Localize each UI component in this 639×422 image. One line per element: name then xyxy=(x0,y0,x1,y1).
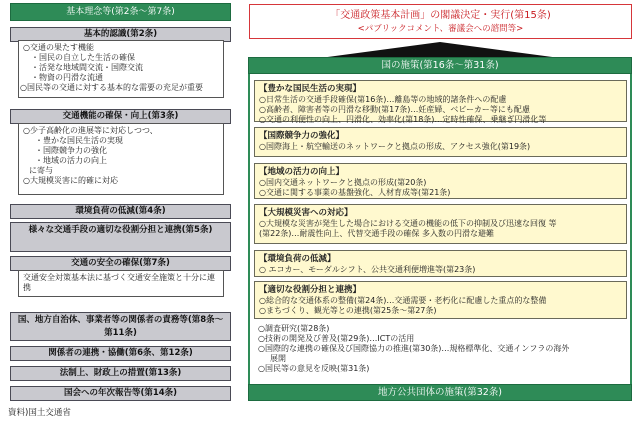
legal-box: 法制上、財政上の措置(第13条) xyxy=(10,366,231,381)
function-line: ・地域の活力の向上 xyxy=(35,156,107,165)
environment-box: 環境負荷の低減(第4条) xyxy=(10,204,231,219)
function-section-box xyxy=(18,123,224,195)
section-line: ○日常生活の交通手段確保(第16条)…離島等の地域的諸条件への配慮 xyxy=(259,95,507,104)
section-rich-life xyxy=(254,80,627,122)
other-line: ○調査研究(第28条) xyxy=(258,324,330,333)
basic-recognition-line: ○国民等の交通に対する基本的な需要の充足が重要 xyxy=(20,83,203,92)
basic-plan-box xyxy=(249,4,632,39)
function-line: ・国際競争力の強化 xyxy=(35,146,107,155)
section-disaster xyxy=(254,204,627,244)
function-line: ○大規模災害に的確に対応 xyxy=(23,176,118,185)
section-other xyxy=(254,323,627,379)
section-line: ○総合的な交通体系の整備(第24条)…交通需要・老朽化に配慮した重点的な整備 xyxy=(259,296,547,305)
section-title: 【国際競争力の強化】 xyxy=(259,131,345,141)
function-section-title: 交通機能の確保・向上(第3条) xyxy=(10,109,231,124)
basic-plan-subtitle: <パブリックコメント、審議会への諮問等> xyxy=(357,24,524,34)
other-line: ○技術の開発及び普及(第29条)…ICTの活用 xyxy=(258,334,415,343)
section-line: ○国内交通ネットワークと拠点の形成(第20条) xyxy=(259,178,427,187)
basic-recognition-box xyxy=(18,40,224,98)
basic-principles-header: 基本理念等(第2条〜第7条) xyxy=(10,3,231,21)
other-line: 展開 xyxy=(270,354,286,363)
report-box: 国会への年次報告等(第14条) xyxy=(10,386,231,401)
section-line: ○交通に関する事業の基盤強化、人材育成等(第21条) xyxy=(259,188,451,197)
basic-recognition-title: 基本的認識(第2条) xyxy=(10,27,231,42)
function-line: ・豊かな国民生活の実現 xyxy=(35,136,123,145)
section-line: (第22条)…耐震性向上、代替交通手段の確保 多入数の円滑な避難 xyxy=(259,229,494,238)
source-caption: 資料)国土交通省 xyxy=(8,408,71,418)
section-title: 【地域の活力の向上】 xyxy=(259,167,345,177)
basic-recognition-line: ○交通の果たす機能 xyxy=(23,43,94,52)
section-title: 【適切な役割分担と連携】 xyxy=(259,285,362,295)
safety-title: 交通の安全の確保(第7条) xyxy=(10,256,231,271)
national-policies-header: 国の施策(第16条〜第31条) xyxy=(248,57,632,74)
section-competitiveness xyxy=(254,127,627,157)
section-title: 【環境負荷の低減】 xyxy=(259,254,336,264)
roles-box: 様々な交通手段の適切な役割分担と連携(第5条) xyxy=(10,222,231,252)
section-title: 【豊かな国民生活の実現】 xyxy=(259,84,362,94)
function-line: に寄与 xyxy=(29,166,53,175)
other-line: ○国際的な連携の確保及び国際協力の推進(第30条)…規格標準化、交通インフラの海外 xyxy=(258,344,570,353)
basic-recognition-line: ・物資の円滑な流通 xyxy=(31,73,103,82)
safety-box: 交通安全対策基本法に基づく交通安全施策と十分に連携 xyxy=(18,270,224,297)
duties-box: 国、地方自治体、事業者等の関係者の責務等(第8条〜第11条) xyxy=(10,312,231,341)
section-line: ○大規模な災害が発生した場合における交通の機能の低下の抑制及び迅速な回復 等 xyxy=(259,219,557,228)
section-role-sharing xyxy=(254,281,627,319)
section-environment xyxy=(254,250,627,277)
basic-recognition-line: ・国民の自立した生活の確保 xyxy=(31,53,135,62)
section-line: ○ エコカー、モーダルシフト、公共交通利便増進等(第23条) xyxy=(259,265,476,274)
basic-plan-title: 「交通政策基本計画」の閣議決定・実行(第15条) xyxy=(330,10,551,21)
cooperation-box: 関係者の連携・協働(第6条、第12条) xyxy=(10,346,231,361)
section-line: ○まちづくり、観光等との連携(第25条〜第27条) xyxy=(259,306,437,315)
function-line: ○少子高齢化の進展等に対応しつつ、 xyxy=(23,126,158,135)
section-line: ○交通の利便性の向上、円滑化、効率化(第18条)…定時性確保、乗継ぎ円滑化等 xyxy=(259,115,547,124)
section-title: 【大規模災害への対応】 xyxy=(259,208,353,218)
basic-recognition-line: ・活発な地域間交流・国際交流 xyxy=(31,63,143,72)
section-line: ○高齢者、障害者等の円滑な移動(第17条)…妊産婦、ベビーカー等にも配慮 xyxy=(259,105,530,114)
section-line: ○国際海上・航空輸送のネットワークと拠点の形成、アクセス強化(第19条) xyxy=(259,142,531,151)
local-government-header: 地方公共団体の施策(第32条) xyxy=(248,384,632,401)
section-regional-vitality xyxy=(254,163,627,199)
other-line: ○国民等の意見を反映(第31条) xyxy=(258,364,370,373)
